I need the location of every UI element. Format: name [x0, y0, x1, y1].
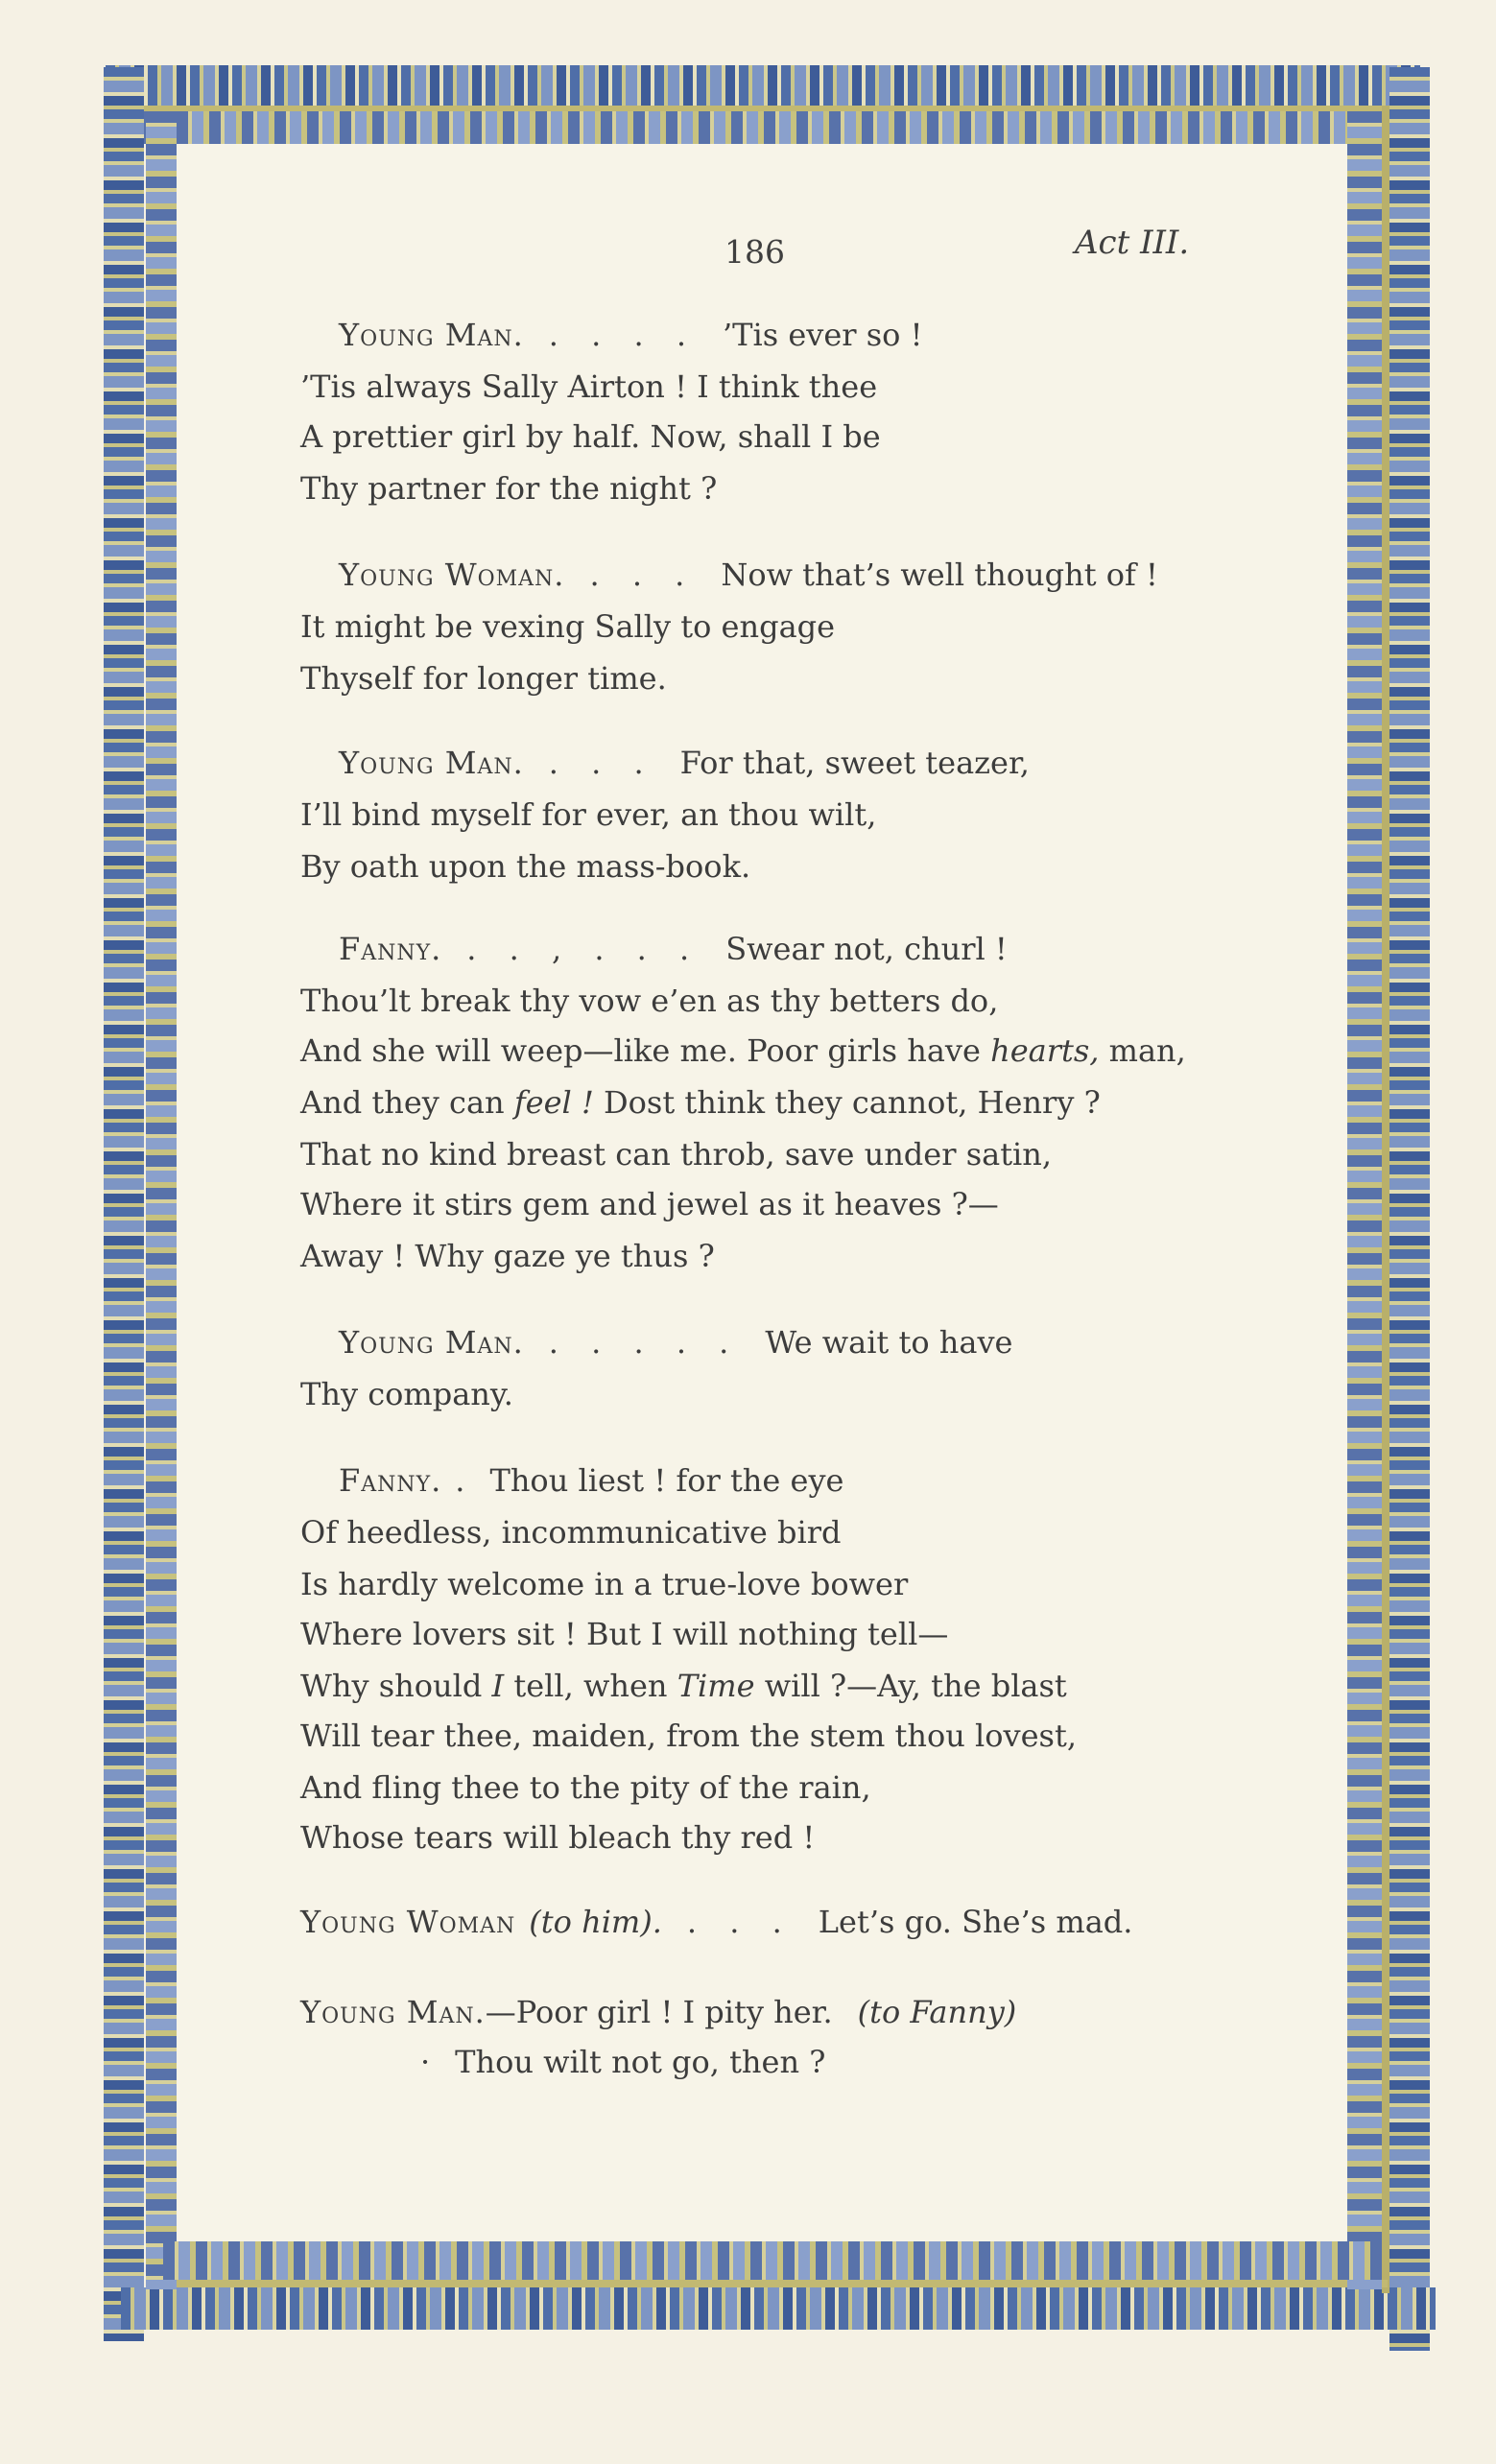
ornamental-border-right-inner	[1347, 111, 1382, 2289]
speaker-name: Young Woman.	[339, 557, 565, 593]
verse-line: Of heedless, incommunicative bird	[300, 1514, 842, 1551]
speech-heading	[339, 317, 922, 353]
verse-line: Away ! Why gaze ye thus ?	[300, 1238, 715, 1274]
page-number: 186	[724, 233, 785, 271]
verse-line: Now that’s well thought of !	[721, 557, 1158, 593]
speaker-name: Young Man.	[339, 1324, 524, 1361]
verse-line: Thou liest ! for the eye	[489, 1462, 844, 1499]
italic-word: Time	[677, 1668, 755, 1704]
speech-heading	[339, 1324, 1012, 1361]
italic-word: hearts,	[990, 1032, 1100, 1069]
text-run: Thou wilt not go, then ?	[455, 2044, 826, 2080]
ornamental-border-right-outer	[1389, 67, 1430, 2351]
ornamental-border-left-outer	[104, 67, 144, 2341]
verse-line: We wait to have	[765, 1324, 1013, 1361]
speech-heading	[300, 1994, 1016, 2030]
verse-line	[300, 1668, 1067, 1704]
verse-line: That no kind breast can throb, save under satin,	[300, 1136, 1053, 1173]
leader-dots: . . .	[548, 745, 655, 781]
text-run: tell, when	[504, 1668, 677, 1704]
verse-line	[420, 2044, 825, 2080]
verse-line: Will tear thee, maiden, from the stem thou lovest,	[300, 1718, 1077, 1754]
ornamental-border-top-outer	[106, 65, 1420, 107]
verse-line: Thou’lt break thy vow e’en as thy betters do,	[300, 983, 999, 1019]
ornamental-border-bottom-inner	[163, 2241, 1382, 2280]
verse-line: Swear not, churl !	[725, 931, 1008, 967]
leader-dots: . . , . . .	[466, 931, 701, 967]
italic-word: feel !	[513, 1084, 594, 1121]
ornamental-border-left-inner	[146, 111, 177, 2289]
stray-mark: ·	[420, 2044, 431, 2080]
verse-line: Thyself for longer time.	[300, 660, 667, 697]
speech-heading	[300, 1904, 1132, 1940]
verse-line	[300, 1084, 1101, 1121]
gold-rule-bottom	[163, 2280, 1388, 2287]
text-run: And they can	[300, 1084, 514, 1121]
leader-dots: .	[455, 1462, 477, 1499]
leader-dots: . . .	[686, 1904, 794, 1940]
verse-line: By oath upon the mass-book.	[300, 848, 751, 885]
leader-dots: . . .	[589, 557, 697, 593]
ornamental-border-bottom-outer	[121, 2287, 1436, 2330]
verse-line: And fling thee to the pity of the rain,	[300, 1769, 871, 1806]
verse-line: A prettier girl by half. Now, shall I be	[300, 418, 881, 455]
leader-dots: . . . .	[548, 317, 698, 353]
speaker-name: Young Woman	[300, 1904, 516, 1940]
speech-heading	[339, 1462, 843, 1499]
verse-line: Where it stirs gem and jewel as it heaves ?—	[300, 1186, 999, 1222]
italic-word: I	[491, 1668, 505, 1704]
speech-heading	[339, 557, 1158, 593]
verse-line: I’ll bind myself for ever, an thou wilt,	[300, 796, 877, 833]
verse-line: It might be vexing Sally to engage	[300, 608, 836, 645]
speech-heading	[339, 745, 1030, 781]
gold-rule-right	[1382, 106, 1389, 2293]
verse-line: Let’s go. She’s mad.	[818, 1904, 1133, 1940]
speaker-name: Young Man.	[339, 745, 524, 781]
text-run: Why should	[300, 1668, 492, 1704]
stage-direction: (to Fanny)	[857, 1994, 1017, 2030]
verse-line: —Poor girl ! I pity her.	[485, 1994, 833, 2030]
speaker-name: Young Man.	[300, 1994, 486, 2030]
verse-line: ’Tis always Sally Airton ! I think thee	[300, 368, 878, 405]
stage-direction: (to him).	[529, 1904, 662, 1940]
verse-line: Thy partner for the night ?	[300, 470, 718, 507]
speaker-name: Young Man.	[339, 317, 524, 353]
leader-dots: . . . . .	[548, 1324, 741, 1361]
verse-line: Thy company.	[300, 1376, 513, 1412]
text-run: Dost think they cannot, Henry ?	[593, 1084, 1101, 1121]
speaker-name: Fanny.	[339, 931, 442, 967]
speech-heading	[339, 931, 1008, 967]
verse-line: For that, sweet teazer,	[679, 745, 1030, 781]
verse-line: ’Tis ever so !	[722, 317, 923, 353]
text-run: man,	[1099, 1032, 1186, 1069]
verse-line	[300, 1032, 1186, 1069]
act-heading: Act III.	[1075, 224, 1190, 262]
verse-line: Whose tears will bleach thy red !	[300, 1819, 816, 1856]
ornamental-border-top-inner	[144, 111, 1382, 144]
text-run: will ?—Ay, the blast	[754, 1668, 1067, 1704]
verse-line: Is hardly welcome in a true-love bower	[300, 1566, 909, 1602]
verse-line: Where lovers sit ! But I will nothing tell—	[300, 1616, 949, 1652]
text-run: And she will weep—like me. Poor girls have	[300, 1032, 991, 1069]
speaker-name: Fanny.	[339, 1462, 442, 1499]
